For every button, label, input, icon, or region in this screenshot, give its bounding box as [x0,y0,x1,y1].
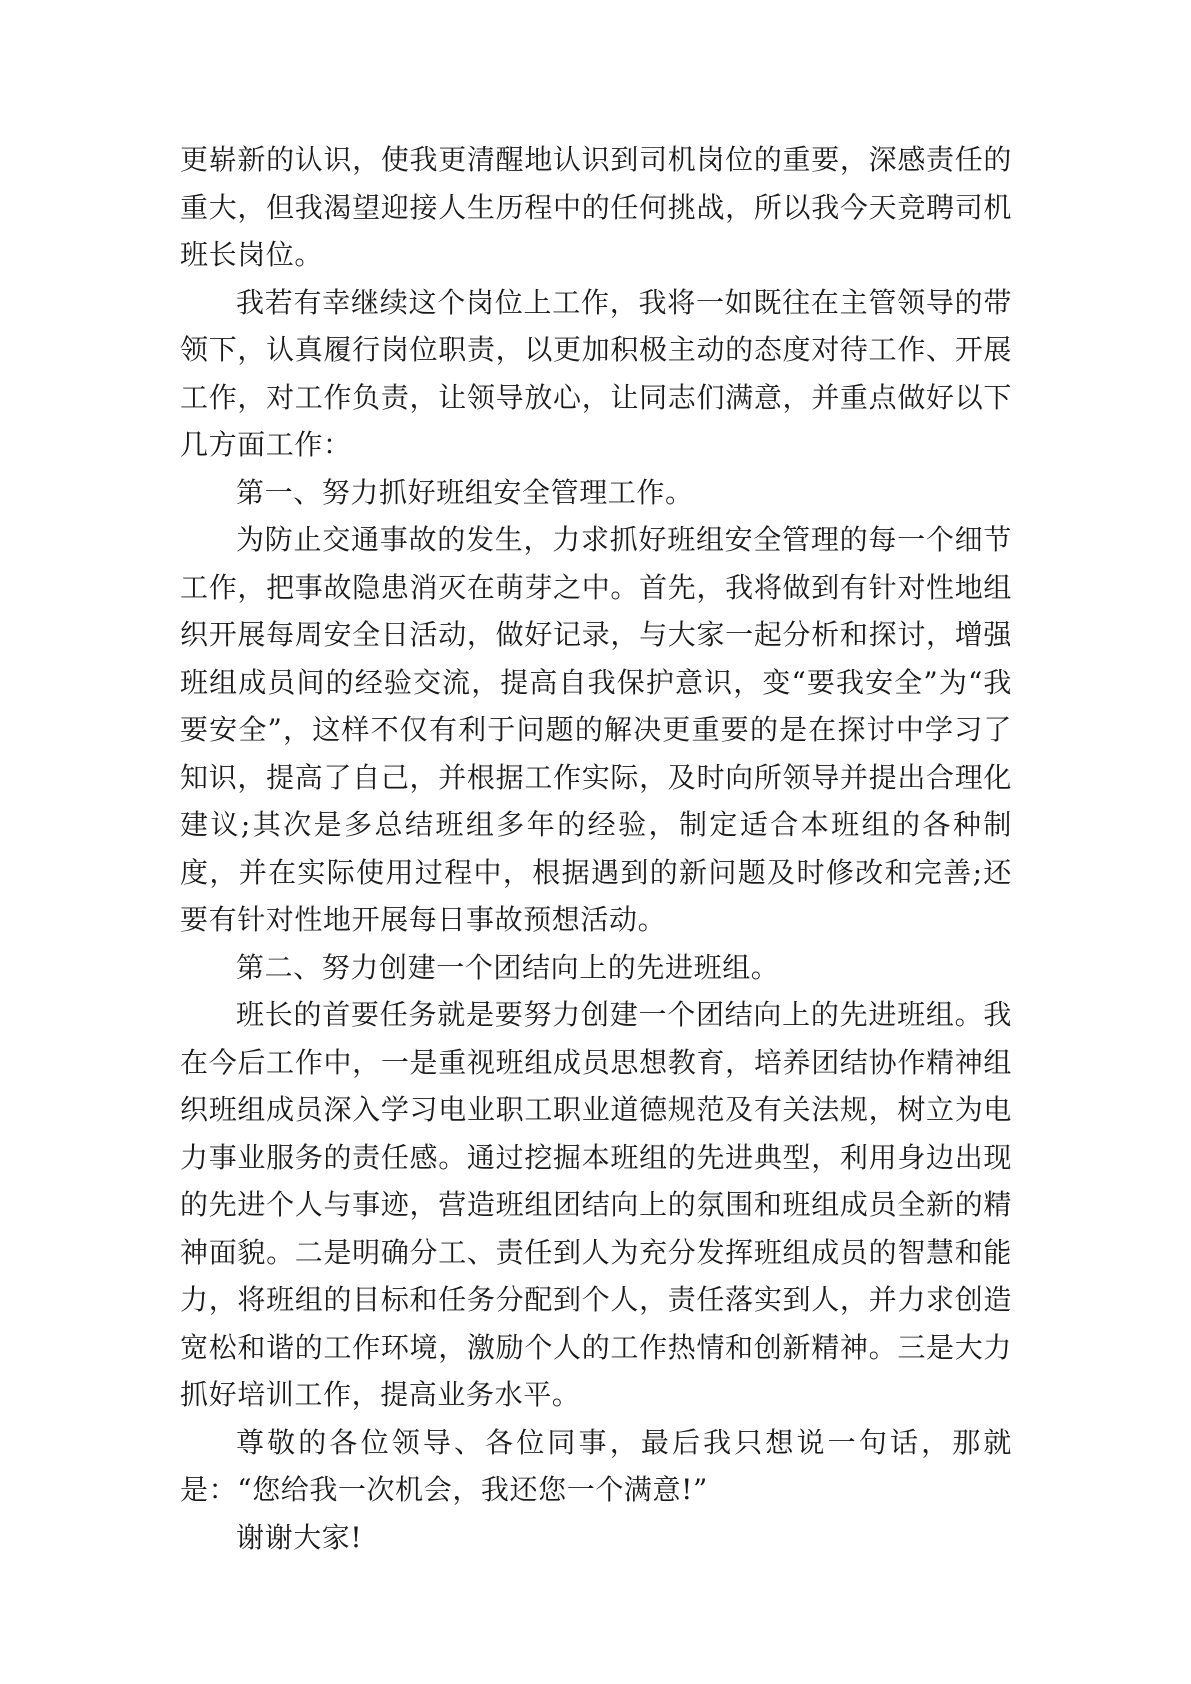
paragraph-1: 更崭新的认识，使我更清醒地认识到司机岗位的重要，深感责任的重大，但我渴望迎接人生历程中的任何挑战，所以我今天竞聘司机班长岗位。 [180,143,1012,271]
section-heading-1: 第一、努力抓好班组安全管理工作。 [236,475,694,509]
section-heading-2: 第二、努力创建一个团结向上的先进班组。 [236,950,780,984]
paragraph-3: 为防止交通事故的发生，力求抓好班组安全管理的每一个细节工作，把事故隐患消灭在萌芽之中。首先，我将做到有针对性地组织开展每周安全日活动，做好记录，与大家一起分析和探讨，增强班组成员间的经验交流，提高自我保护意识，变“要我安全”为“我要安全”，这样不仅有利于问题的解决更重要的是在探讨中学习了知识，提高了自己，并根据工作实际，及时向所领导并提出合理化建议;其次是多总结班组多年的经验，制定适合本班组的各种制度，并在实际使用过程中，根据遇到的新问题及时修改和完善;还要有针对性地开展每日事故预想活动。 [180,523,1012,936]
document-body [180,136,1012,1561]
paragraph-4: 班长的首要任务就是要努力创建一个团结向上的先进班组。我在今后工作中，一是重视班组成员思想教育，培养团结协作精神组织班组成员深入学习电业职工职业道德规范及有关法规，树立为电力事业服务的责任感。通过挖掘本班组的先进典型，利用身边出现的先进个人与事迹，营造班组团结向上的氛围和班组成员全新的精神面貌。二是明确分工、责任到人为充分发挥班组成员的智慧和能力，将班组的目标和任务分配到个人，责任落实到人，并力求创造宽松和谐的工作环境，激励个人的工作热情和创新精神。三是大力抓好培训工作，提高业务水平。 [180,998,1012,1411]
closing-paragraph: 尊敬的各位领导、各位同事，最后我只想说一句话，那就是：“您给我一次机会，我还您一个满意!” [180,1425,1012,1506]
paragraph-2: 我若有幸继续这个岗位上工作，我将一如既往在主管领导的带领下，认真履行岗位职责，以更加积极主动的态度对待工作、开展工作，对工作负责，让领导放心，让同志们满意，并重点做好以下几方面工作： [180,285,1012,461]
thanks-line: 谢谢大家! [236,1520,363,1554]
